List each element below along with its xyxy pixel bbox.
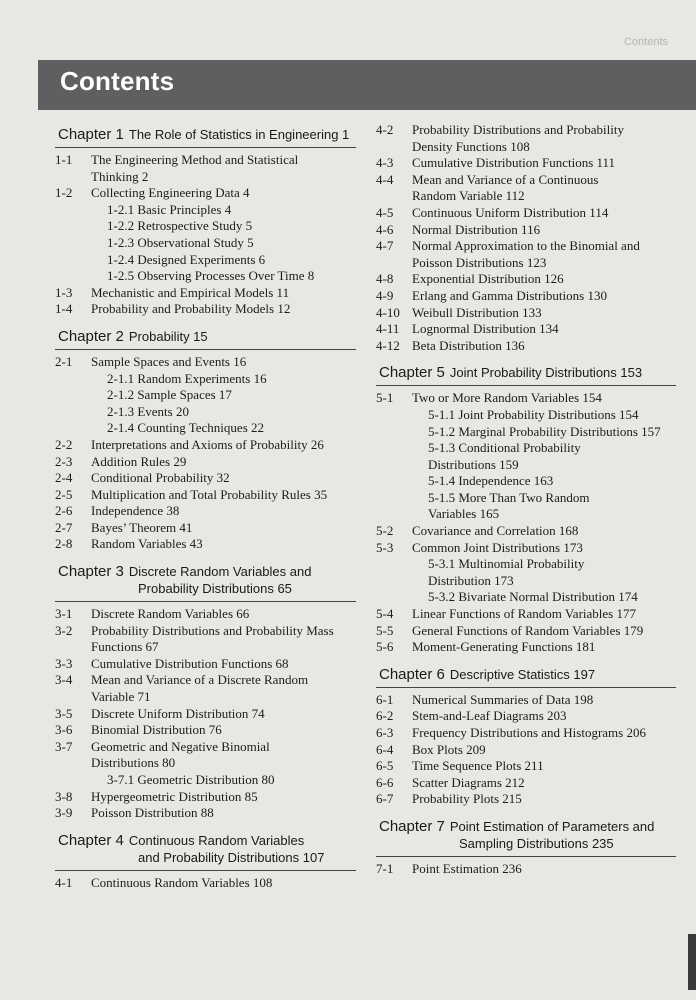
title-line: 1-2.4 Designed Experiments 6	[107, 251, 266, 267]
title-line: Distributions 159	[428, 456, 519, 472]
title-line: Beta Distribution 136	[412, 337, 525, 353]
title-line: Continuous Uniform Distribution 114	[412, 204, 609, 220]
section-title	[412, 155, 676, 172]
title-line: Addition Rules 29	[91, 453, 187, 469]
title-line: 5-3.2 Bivariate Normal Distribution 174	[428, 589, 638, 605]
section-number: 4-2	[376, 122, 394, 137]
section-number: 2-1	[55, 353, 73, 369]
toc-section	[55, 789, 356, 806]
section-title	[91, 454, 356, 471]
toc-section	[376, 321, 676, 338]
toc-section	[55, 606, 356, 623]
section-title	[412, 523, 676, 540]
title-line: 3-7.1 Geometric Distribution 80	[107, 772, 275, 787]
toc-section	[55, 623, 356, 656]
section-title	[428, 473, 676, 490]
title-line: 1-2.3 Observational Study 5	[107, 234, 254, 250]
section-number: 3-9	[55, 805, 73, 821]
section-number: 5-6	[376, 639, 394, 655]
toc-section	[376, 172, 676, 205]
toc-subsection	[376, 556, 676, 589]
section-number: 6-1	[376, 691, 394, 707]
chapter-title: Continuous Random Variables	[128, 832, 305, 848]
title-line: 2-1.2 Sample Spaces 17	[107, 387, 232, 403]
section-number: 2-6	[55, 503, 73, 519]
title-line: Continuous Random Variables 108	[91, 874, 273, 890]
section-number: 4-4	[376, 171, 394, 187]
toc-section	[376, 708, 676, 725]
section-number: 2-5	[55, 486, 73, 502]
section-number: 4-3	[376, 155, 394, 171]
section-number: 4-9	[376, 287, 394, 303]
section-title	[428, 556, 676, 589]
title-line: 2-1.3 Events 20	[107, 403, 189, 419]
section-number: 3-4	[55, 672, 73, 688]
section-title	[91, 789, 356, 806]
title-line: Weibull Distribution 133	[412, 304, 542, 320]
toc-section	[376, 288, 676, 305]
section-title	[412, 321, 676, 338]
toc-section	[376, 775, 676, 792]
section-title	[107, 268, 356, 285]
section-number: 1-1	[55, 152, 73, 167]
title-line: Variable 71	[91, 689, 151, 705]
section-title	[412, 725, 676, 742]
section-title	[412, 271, 676, 288]
section-title	[412, 540, 676, 557]
section-title	[107, 371, 356, 388]
section-number: 4-7	[376, 238, 394, 254]
chapter-number: Chapter 2	[58, 327, 124, 345]
section-number: 6-4	[376, 741, 394, 757]
section-title	[107, 404, 356, 421]
contents-banner	[38, 60, 696, 110]
section-number: 3-5	[55, 705, 73, 721]
toc-left-column	[55, 122, 356, 891]
section-title	[91, 185, 356, 202]
toc-subsection	[55, 420, 356, 437]
chapter-number: Chapter 4	[58, 831, 124, 849]
title-line: 2-1.4 Counting Techniques 22	[107, 420, 265, 436]
toc-subsection	[55, 268, 356, 285]
title-line: Distributions 80	[91, 755, 176, 771]
chapter-title: Descriptive Statistics 197	[449, 666, 596, 682]
section-title	[412, 288, 676, 305]
toc-subsection	[55, 235, 356, 252]
toc-section	[376, 122, 676, 155]
title-line: Two or More Random Variables 154	[412, 390, 602, 406]
section-title	[91, 470, 356, 487]
section-number: 3-3	[55, 655, 73, 671]
title-line: 5-3.1 Multinomial Probability	[428, 556, 585, 572]
section-title	[91, 503, 356, 520]
title-line: Cumulative Distribution Functions 68	[91, 655, 289, 671]
toc-section	[55, 301, 356, 318]
chapter-title: Joint Probability Distributions 153	[449, 365, 643, 381]
toc-section	[376, 725, 676, 742]
title-line: Discrete Uniform Distribution 74	[91, 705, 265, 721]
title-line: Bayes’ Theorem 41	[91, 519, 193, 535]
section-number: 4-11	[376, 321, 400, 337]
title-line: Collecting Engineering Data 4	[91, 185, 250, 201]
toc-section	[376, 758, 676, 775]
toc-section	[55, 722, 356, 739]
chapter-title: The Role of Statistics in Engineering 1	[128, 127, 350, 142]
section-number: 2-4	[55, 470, 73, 486]
toc-section	[55, 354, 356, 371]
section-title	[91, 437, 356, 454]
toc-subsection	[55, 218, 356, 235]
section-title	[91, 301, 356, 318]
title-line: Sample Spaces and Events 16	[91, 353, 247, 369]
title-line: Covariance and Correlation 168	[412, 523, 579, 539]
page-edge-tab	[688, 934, 696, 990]
toc-section	[55, 503, 356, 520]
chapter-heading	[55, 828, 356, 871]
title-line: Distribution 173	[428, 572, 514, 588]
section-number: 5-2	[376, 523, 394, 539]
title-line: Cumulative Distribution Functions 111	[412, 155, 616, 171]
section-number: 3-8	[55, 788, 73, 804]
section-number: 5-4	[376, 606, 394, 622]
section-number: 4-12	[376, 337, 400, 353]
title-line: Probability and Probability Models 12	[91, 301, 291, 317]
section-number: 4-1	[55, 874, 73, 890]
title-line: Numerical Summaries of Data 198	[412, 691, 594, 707]
section-number: 4-5	[376, 204, 394, 220]
toc-section	[376, 338, 676, 355]
toc-section	[55, 656, 356, 673]
chapter-heading	[376, 814, 676, 857]
section-title	[412, 775, 676, 792]
title-line: Density Functions 108	[412, 138, 530, 154]
section-number: 6-5	[376, 758, 394, 774]
toc-section	[55, 706, 356, 723]
section-title	[412, 222, 676, 239]
section-title	[91, 656, 356, 673]
toc-subsection	[55, 371, 356, 388]
section-title	[412, 623, 676, 640]
toc-section	[55, 805, 356, 822]
toc-section	[55, 536, 356, 553]
section-title	[412, 238, 676, 271]
toc-section	[55, 470, 356, 487]
section-title	[91, 805, 356, 822]
title-line: Binomial Distribution 76	[91, 722, 222, 738]
toc-subsection	[55, 772, 356, 789]
toc-subsection	[376, 473, 676, 490]
title-line: Mechanistic and Empirical Models 11	[91, 284, 290, 300]
toc-subsection	[55, 252, 356, 269]
chapter-heading	[55, 559, 356, 602]
title-line: Common Joint Distributions 173	[412, 539, 583, 555]
title-line: Poisson Distributions 123	[412, 254, 547, 270]
title-line: Exponential Distribution 126	[412, 271, 564, 287]
section-number: 5-5	[376, 622, 394, 638]
section-title	[412, 172, 676, 205]
section-title	[412, 338, 676, 355]
chapter-title: Discrete Random Variables and	[128, 564, 312, 580]
toc-section	[55, 672, 356, 705]
title-line: Poisson Distribution 88	[91, 805, 214, 821]
section-title	[412, 606, 676, 623]
section-title	[412, 742, 676, 759]
title-line: The Engineering Method and Statistical	[91, 152, 299, 167]
section-title	[107, 202, 356, 219]
title-line: Erlang and Gamma Distributions 130	[412, 287, 607, 303]
section-title	[412, 305, 676, 322]
title-line: Scatter Diagrams 212	[412, 774, 525, 790]
toc-subsection	[55, 404, 356, 421]
toc-section	[55, 152, 356, 185]
section-title	[107, 772, 356, 789]
section-title	[91, 875, 356, 892]
toc-section	[376, 523, 676, 540]
section-title	[91, 152, 356, 185]
toc-subsection	[376, 424, 676, 441]
title-line: Normal Approximation to the Binomial and	[412, 238, 640, 254]
chapter-heading	[376, 662, 676, 688]
toc-subsection	[55, 202, 356, 219]
toc-section	[376, 205, 676, 222]
section-title	[107, 252, 356, 269]
section-number: 2-8	[55, 536, 73, 552]
chapter-number: Chapter 1	[58, 126, 124, 143]
chapter-number: Chapter 3	[58, 563, 124, 581]
toc-section	[376, 271, 676, 288]
title-line: Interpretations and Axioms of Probability 26	[91, 436, 324, 452]
title-line: Normal Distribution 116	[412, 221, 541, 237]
section-title	[91, 722, 356, 739]
section-title	[412, 758, 676, 775]
toc-right-column	[376, 122, 676, 878]
section-title	[107, 235, 356, 252]
section-number: 6-7	[376, 791, 394, 807]
title-line: Stem-and-Leaf Diagrams 203	[412, 708, 567, 724]
section-number: 7-1	[376, 860, 394, 876]
title-line: 5-1.1 Joint Probability Distributions 154	[428, 406, 639, 422]
title-line: Probability Distributions and Probability	[412, 122, 624, 137]
section-title	[107, 420, 356, 437]
section-title	[412, 390, 676, 407]
section-number: 5-1	[376, 390, 394, 406]
title-line: 5-1.5 More Than Two Random	[428, 489, 590, 505]
chapter-title: Sampling Distributions 235	[459, 835, 614, 851]
section-title	[107, 387, 356, 404]
section-number: 3-6	[55, 722, 73, 738]
title-line: Point Estimation 236	[412, 860, 522, 876]
toc-section	[55, 437, 356, 454]
toc-subsection	[376, 407, 676, 424]
toc-section	[55, 185, 356, 202]
title-line: Moment-Generating Functions 181	[412, 639, 596, 655]
title-line: Functions 67	[91, 639, 159, 655]
title-line: 5-1.4 Independence 163	[428, 473, 554, 489]
toc-section	[376, 692, 676, 709]
title-line: Box Plots 209	[412, 741, 486, 757]
toc-section	[55, 875, 356, 892]
section-number: 4-6	[376, 221, 394, 237]
chapter-heading	[55, 122, 356, 148]
section-title	[107, 218, 356, 235]
section-number: 6-6	[376, 774, 394, 790]
section-number: 4-8	[376, 271, 394, 287]
toc-section	[376, 305, 676, 322]
section-number: 3-2	[55, 622, 73, 638]
section-title	[91, 706, 356, 723]
toc-section	[55, 739, 356, 772]
section-number: 1-2	[55, 185, 73, 201]
toc-section	[55, 285, 356, 302]
title-line: 5-1.3 Conditional Probability	[428, 440, 581, 456]
chapter-number: Chapter 7	[379, 817, 445, 835]
section-title	[91, 606, 356, 623]
section-title	[428, 407, 676, 424]
title-line: 1-2.1 Basic Principles 4	[107, 201, 232, 217]
section-title	[91, 354, 356, 371]
title-line: Geometric and Negative Binomial	[91, 738, 270, 754]
section-title	[412, 791, 676, 808]
title-line: Random Variable 112	[412, 188, 525, 204]
toc-section	[376, 155, 676, 172]
section-number: 4-10	[376, 304, 400, 320]
toc-subsection	[376, 490, 676, 523]
section-title	[412, 205, 676, 222]
section-title	[91, 487, 356, 504]
toc-section	[55, 520, 356, 537]
chapter-title: and Probability Distributions 107	[138, 849, 325, 865]
section-number: 5-3	[376, 539, 394, 555]
toc-subsection	[376, 589, 676, 606]
section-title	[412, 708, 676, 725]
section-number: 2-3	[55, 453, 73, 469]
toc-section	[55, 454, 356, 471]
section-title	[91, 739, 356, 772]
toc-section	[376, 540, 676, 557]
section-number: 2-7	[55, 519, 73, 535]
toc-section	[376, 639, 676, 656]
title-line: Random Variables 43	[91, 536, 203, 552]
section-number: 6-3	[376, 725, 394, 740]
title-line: Conditional Probability 32	[91, 470, 230, 486]
title-line: Multiplication and Total Probability Rules 35	[91, 486, 328, 502]
toc-section	[55, 487, 356, 504]
section-number: 1-3	[55, 284, 73, 300]
section-title	[91, 285, 356, 302]
title-line: Linear Functions of Random Variables 177	[412, 606, 636, 622]
toc-subsection	[376, 440, 676, 473]
title-line: Independence 38	[91, 503, 180, 519]
toc-subsection	[55, 387, 356, 404]
title-line: 1-2.5 Observing Processes Over Time 8	[107, 268, 315, 284]
chapter-heading	[376, 360, 676, 386]
section-title	[91, 520, 356, 537]
section-number: 3-7	[55, 738, 73, 754]
section-title	[412, 122, 676, 155]
title-line: Thinking 2	[91, 168, 149, 184]
title-line: Discrete Random Variables 66	[91, 606, 250, 622]
chapter-title: Point Estimation of Parameters and	[449, 818, 655, 834]
section-title	[428, 424, 676, 441]
running-header: Contents	[623, 36, 668, 48]
chapter-number: Chapter 6	[379, 665, 445, 683]
title-line: Hypergeometric Distribution 85	[91, 788, 258, 804]
page-title: Contents	[60, 66, 175, 96]
section-number: 1-4	[55, 301, 73, 317]
toc-section	[376, 606, 676, 623]
section-title	[428, 440, 676, 473]
title-line: Lognormal Distribution 134	[412, 321, 559, 337]
toc-section	[376, 742, 676, 759]
section-title	[91, 623, 356, 656]
section-number: 2-2	[55, 436, 73, 452]
toc-section	[376, 791, 676, 808]
toc-section	[376, 238, 676, 271]
section-title	[428, 490, 676, 523]
title-line: Probability Plots 215	[412, 791, 522, 807]
title-line: Probability Distributions and Probability Mass	[91, 622, 334, 638]
title-line: Mean and Variance of a Continuous	[412, 171, 599, 187]
title-line: General Functions of Random Variables 179	[412, 622, 644, 638]
section-number: 6-2	[376, 708, 394, 724]
title-line: Frequency Distributions and Histograms 206	[412, 725, 646, 740]
toc-section	[376, 390, 676, 407]
section-number: 3-1	[55, 606, 73, 622]
section-title	[428, 589, 676, 606]
title-line: 5-1.2 Marginal Probability Distributions 157	[428, 423, 661, 439]
chapter-title: Probability 15	[128, 328, 208, 344]
title-line: 1-2.2 Retrospective Study 5	[107, 218, 253, 234]
title-line: Mean and Variance of a Discrete Random	[91, 672, 309, 688]
section-title	[412, 692, 676, 709]
chapter-title: Probability Distributions 65	[138, 581, 292, 597]
title-line: 2-1.1 Random Experiments 16	[107, 370, 267, 386]
toc-section	[376, 623, 676, 640]
chapter-number: Chapter 5	[379, 364, 445, 382]
section-title	[91, 536, 356, 553]
section-title	[91, 672, 356, 705]
section-title	[412, 639, 676, 656]
title-line: Variables 165	[428, 506, 500, 522]
title-line: Time Sequence Plots 211	[412, 758, 544, 774]
chapter-heading	[55, 324, 356, 350]
section-title	[412, 861, 676, 878]
toc-section	[376, 861, 676, 878]
toc-section	[376, 222, 676, 239]
